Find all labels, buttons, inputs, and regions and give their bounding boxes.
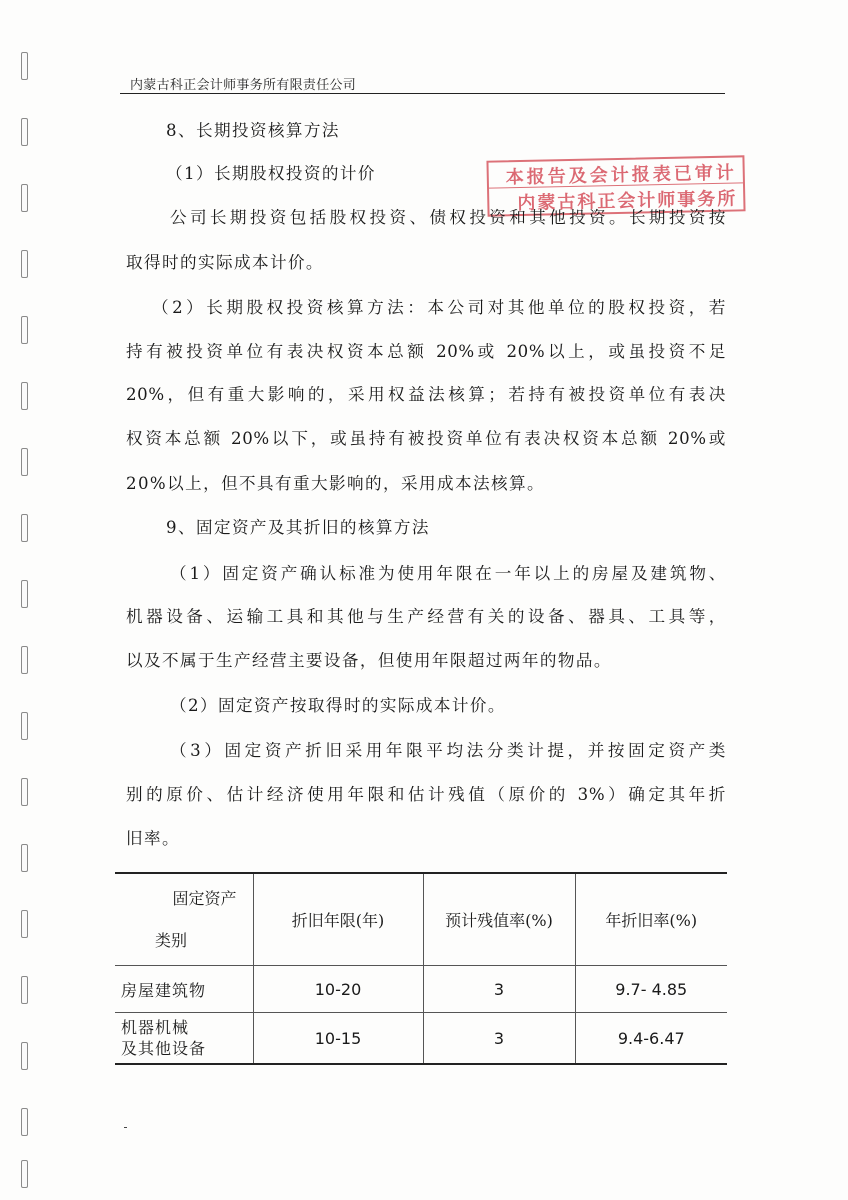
paragraph-line: 别的原价、估计经济使用年限和估计残值（原价的 3%）确定其年折 bbox=[126, 785, 726, 804]
cell-years: 10-15 bbox=[253, 1013, 423, 1065]
depreciation-table bbox=[115, 872, 727, 1065]
header-category bbox=[115, 873, 253, 966]
cell-residual: 3 bbox=[423, 966, 575, 1013]
cell-residual: 3 bbox=[423, 1013, 575, 1065]
stamp-line-1: 本报告及会计报表已审计 bbox=[505, 162, 737, 189]
table-row bbox=[115, 966, 727, 1013]
binding-hole bbox=[21, 580, 28, 608]
paragraph-line: （1）固定资产确认标准为使用年限在一年以上的房屋及建筑物、 bbox=[170, 564, 726, 583]
cell-rate: 9.4-6.47 bbox=[575, 1013, 727, 1065]
header-years: 折旧年限(年) bbox=[253, 873, 423, 966]
paragraph-line: 持有被投资单位有表决权资本总额 20%或 20%以上，或虽投资不足 bbox=[126, 342, 726, 361]
binding-hole bbox=[21, 448, 28, 476]
paragraph-line: 以及不属于生产经营主要设备，但使用年限超过两年的物品。 bbox=[126, 651, 612, 670]
paragraph-line: 20%，但有重大影响的，采用权益法核算；若持有被投资单位有表决 bbox=[126, 385, 726, 404]
depreciation-table-wrapper bbox=[115, 872, 727, 1065]
paragraph-line: 公司长期投资包括股权投资、债权投资和其他投资。长期投资按 bbox=[170, 208, 726, 227]
binding-hole bbox=[21, 778, 28, 806]
binding-hole bbox=[21, 712, 28, 740]
paragraph-line: 20%以上，但不具有重大影响的，采用成本法核算。 bbox=[126, 474, 545, 493]
binding-hole bbox=[21, 1108, 28, 1136]
table-row bbox=[115, 1013, 727, 1065]
section-heading-9: 9、固定资产及其折旧的核算方法 bbox=[166, 518, 430, 537]
binding-hole bbox=[21, 514, 28, 542]
binding-hole bbox=[21, 844, 28, 872]
company-header: 内蒙古科正会计师事务所有限责任公司 bbox=[130, 78, 357, 93]
cell-category bbox=[115, 1013, 253, 1065]
paragraph-line: 权资本总额 20%以下，或虽持有被投资单位有表决权资本总额 20%或 bbox=[126, 429, 726, 448]
table-header-row bbox=[115, 873, 727, 966]
binding-hole bbox=[21, 250, 28, 278]
cell-category: 房屋建筑物 bbox=[115, 966, 253, 1013]
header-rule bbox=[120, 93, 725, 94]
header-residual: 预计残值率(%) bbox=[423, 873, 575, 966]
paragraph-line: 旧率。 bbox=[126, 829, 180, 848]
header-category-line-1: 固定资产 bbox=[172, 888, 237, 908]
cell-category-line-1: 机器机械 bbox=[121, 1018, 190, 1037]
cell-years: 10-20 bbox=[253, 966, 423, 1013]
binding-hole bbox=[21, 316, 28, 344]
cell-category-line-2: 及其他设备 bbox=[121, 1039, 207, 1058]
paragraph-line: （2）长期股权投资核算方法：本公司对其他单位的股权投资，若 bbox=[152, 298, 726, 317]
stamp-line-2: 内蒙古科正会计师事务所 bbox=[517, 188, 738, 215]
cell-rate: 9.7- 4.85 bbox=[575, 966, 727, 1013]
binding-hole bbox=[21, 1042, 28, 1070]
binding-hole bbox=[21, 52, 28, 80]
binding-hole bbox=[21, 910, 28, 938]
paragraph-line: 取得时的实际成本计价。 bbox=[126, 253, 324, 272]
subheading-equity-valuation: （1）长期股权投资的计价 bbox=[166, 164, 376, 183]
paragraph-line: （2）固定资产按取得时的实际成本计价。 bbox=[170, 696, 506, 715]
binding-hole bbox=[21, 976, 28, 1004]
footer-mark bbox=[124, 1127, 127, 1128]
paragraph-line: （3）固定资产折旧采用年限平均法分类计提，并按固定资产类 bbox=[170, 741, 726, 760]
header-category-line-2: 类别 bbox=[155, 930, 188, 950]
paragraph-line: 机器设备、运输工具和其他与生产经营有关的设备、器具、工具等， bbox=[126, 607, 726, 626]
binding-hole bbox=[21, 1160, 28, 1188]
binding-hole bbox=[21, 646, 28, 674]
binding-hole bbox=[21, 382, 28, 410]
header-rate: 年折旧率(%) bbox=[575, 873, 727, 966]
binding-hole bbox=[21, 184, 28, 212]
section-heading-8: 8、长期投资核算方法 bbox=[166, 121, 340, 140]
binding-hole bbox=[21, 118, 28, 146]
